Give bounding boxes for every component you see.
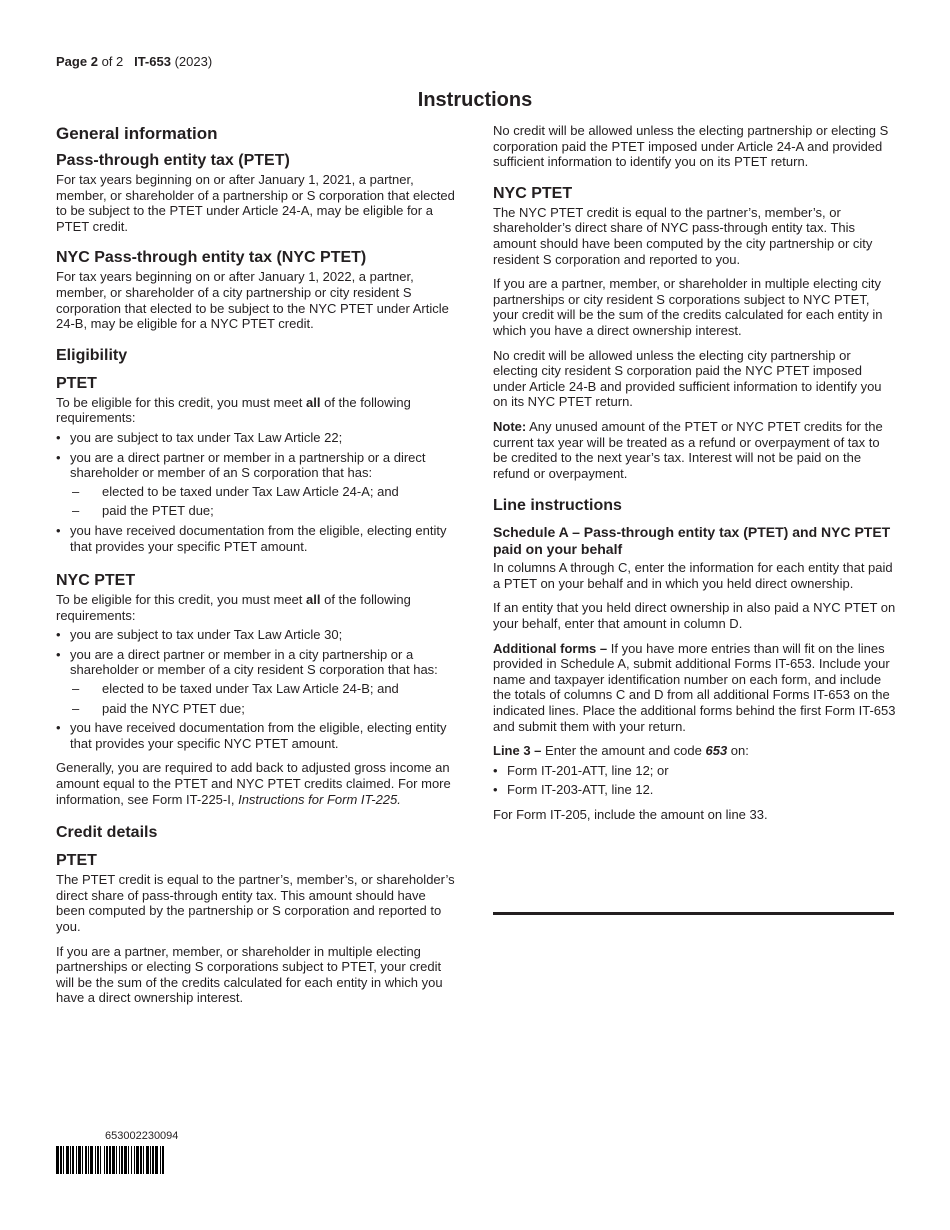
sub-list-item: – elected to be taxed under Tax Law Article 24-A; and (70, 484, 458, 500)
nyc-ptet-heading: NYC Pass-through entity tax (NYC PTET) (56, 249, 367, 267)
general-information-heading: General information (56, 124, 218, 143)
page-header (56, 54, 212, 69)
list-item: • you have received documentation from the eligible, electing entity that provides your specific PTET amount. (56, 523, 458, 554)
nyc-credit-p3: No credit will be allowed unless the electing city partnership or electing city resident S corporation paid the NYC PTET imposed under Article 24-B and provided sufficient information to identify you on its NYC PTET return. (493, 347, 882, 410)
nyc-credit-p2: If you are a partner, member, or shareholder in multiple electing city partnerships or city resident S corporations subject to NYC PTET, your credit will be the sum of the credits calculated for each entity in which you have a direct ownership interest. (493, 276, 883, 338)
list-item: • you are a direct partner or member in a partnership or a direct shareholder or member of an S corporation that has: – elected to be taxed under Tax Law Article 24-A; and – paid the PTET due; (56, 450, 458, 519)
form-year: (2023) (174, 54, 213, 69)
ptet-heading: Pass-through entity tax (PTET) (56, 152, 290, 169)
list-item: • you are subject to tax under Tax Law Article 22; (56, 430, 458, 446)
sub-list-item: – elected to be taxed under Tax Law Article 24-B; and (70, 681, 458, 697)
list-item: • Form IT-201-ATT, line 12; or (493, 763, 896, 779)
credit-ptet-p1: The PTET credit is equal to the partner’s, member’s, or shareholder’s direct share of pass-through entity tax. This amount should have been computed by the partnership or S corporation and reported to you. (56, 872, 455, 934)
nyc-ptet-text: For tax years beginning on or after January 1, 2022, a partner, member, or shareholder of a city partnership or city resident S corporation that elected to be subject to the NYC PTET under Article 24-B, may be eligible for a NYC PTET credit. (56, 269, 449, 332)
page-number: 2 (90, 54, 98, 69)
line-instructions-heading: Line instructions (493, 497, 622, 515)
eligibility-heading: Eligibility (56, 346, 128, 364)
it-205-text: For Form IT-205, include the amount on line 33. (493, 807, 768, 822)
list-item: • you are subject to tax under Tax Law Article 30; (56, 627, 458, 643)
eligibility-ptet-intro: To be eligible for this credit, you must meet all of the following requirements: (56, 394, 411, 426)
eligibility-nyc-intro: To be eligible for this credit, you must meet all of the following requirements: (56, 592, 411, 623)
ptet-text: For tax years beginning on or after January 1, 2021, a partner, member, or shareholder of a partnership or S corporation that elected to be subject to the PTET under Article 24-A, may be eligible for a PTET credit. (56, 172, 455, 234)
no-credit-ptet-text: No credit will be allowed unless the electing partnership or electing S corporation paid the PTET imposed under Article 24-A and provided sufficient information to identify you on its PTET return. (493, 123, 889, 170)
credit-details-heading: Credit details (56, 824, 158, 842)
list-item: • Form IT-203-ATT, line 12. (493, 782, 896, 798)
right-column (493, 123, 896, 832)
nyc-credit-p1: The NYC PTET credit is equal to the partner’s, member’s, or shareholder’s direct share of NYC pass-through entity tax. This amount should have been computed by the city partnership or city resident S corporation and reported to you. (493, 204, 873, 267)
eligibility-ptet-list (56, 430, 458, 554)
form-number: IT-653 (134, 54, 171, 69)
schedule-a-heading: Schedule A – Pass-through entity tax (PTET) and NYC PTET paid on your behalf (493, 524, 891, 558)
eligibility-nyc-list (56, 627, 458, 751)
barcode-icon (56, 1146, 240, 1174)
eligibility-ptet-heading: PTET (56, 374, 97, 392)
line-3-list (493, 763, 896, 798)
additional-forms-text: Additional forms – If you have more entries than will fit on the lines provided in Schedule A, submit additional Forms IT-653. Include your name and taxpayer identification number on each form, and include the totals of columns C and D from all additional Forms IT-653 on the indicated lines. Place the additional forms behind the first Form IT-653 and submit them with your return. (493, 640, 896, 734)
section-divider (493, 912, 894, 915)
right-nyc-ptet-heading: NYC PTET (493, 184, 573, 202)
schedule-a-p2: If an entity that you held direct ownership in also paid a NYC PTET on your behalf, enter that amount in column D. (493, 600, 896, 632)
page-of: of 2 (101, 54, 124, 69)
schedule-a-p1: In columns A through C, enter the information for each entity that paid a PTET on your behalf and in which you held direct ownership. (493, 560, 893, 591)
sub-list-item: – paid the PTET due; (70, 503, 458, 519)
page-label: Page (56, 54, 88, 69)
note-text: Note: Any unused amount of the PTET or NYC PTET credits for the current tax year will be treated as a refund or overpayment of tax to be credited to the next year’s tax. Interest will not be paid on the refund or overpayment. (493, 418, 883, 481)
eligibility-nyc-heading: NYC PTET (56, 572, 136, 590)
barcode-number: 653002230094 (105, 1130, 179, 1142)
credit-ptet-heading: PTET (56, 852, 97, 870)
line-3-text: Line 3 – Enter the amount and code 653 on: (493, 743, 749, 759)
add-back-text: Generally, you are required to add back to adjusted gross income an amount equal to the PTET and NYC PTET credits claimed. For more information, see Form IT-225-I, Instructions for Form IT-225. (56, 760, 451, 807)
list-item: • you are a direct partner or member in a city partnership or a shareholder or member of a city resident S corporation that has: – elected to be taxed under Tax Law Article 24-B; and – paid the NYC PTET due; (56, 647, 458, 716)
credit-ptet-p2: If you are a partner, member, or shareholder in multiple electing partnerships or electing S corporations subject to PTET, your credit will be the sum of the credits calculated for each entity in which you have a direct ownership interest. (56, 943, 443, 1006)
list-item: • you have received documentation from the eligible, electing entity that provides your specific NYC PTET amount. (56, 720, 458, 751)
left-column (56, 120, 458, 1015)
sub-list-item: – paid the NYC PTET due; (70, 701, 458, 717)
page-title: Instructions (417, 89, 533, 111)
